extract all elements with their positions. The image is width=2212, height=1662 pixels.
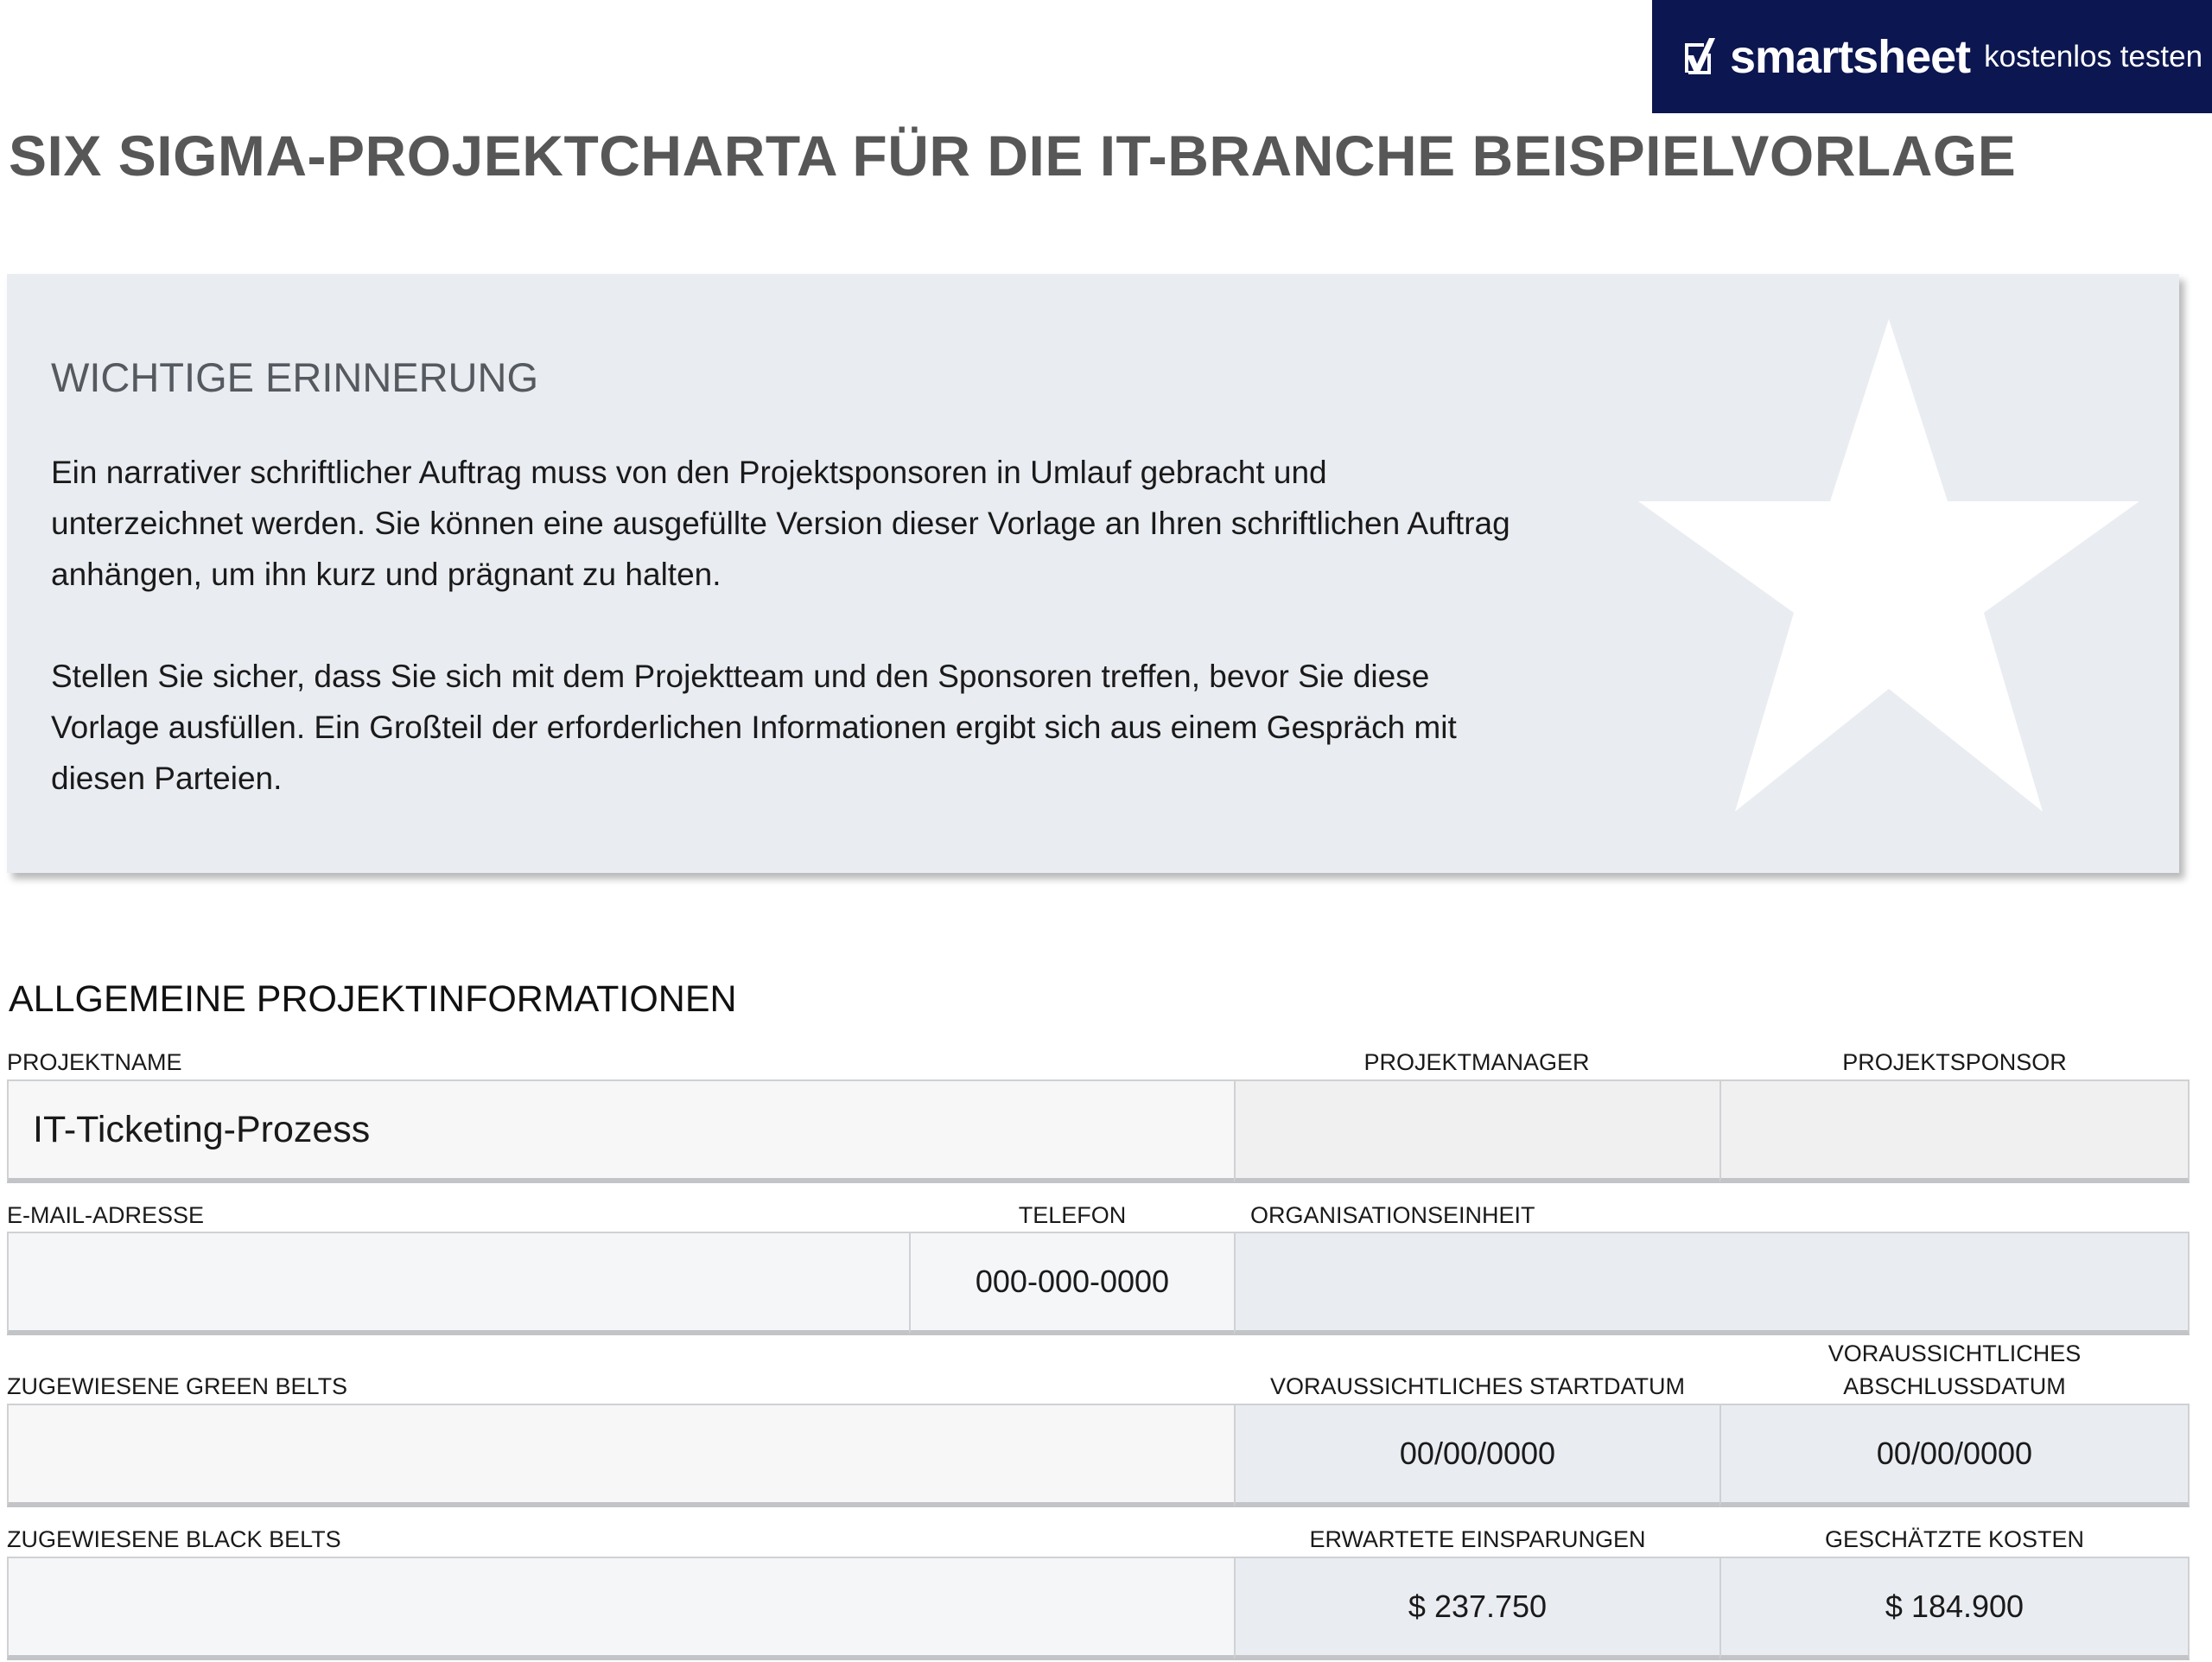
label-estimated-costs: GESCHÄTZTE KOSTEN: [1824, 1526, 2085, 1552]
label-phone: TELEFON: [1018, 1202, 1127, 1228]
green-belts-field[interactable]: [7, 1404, 1236, 1507]
star-icon: [1638, 319, 2139, 812]
smartsheet-brand: smartsheet: [1730, 30, 1971, 83]
label-black-belts: ZUGEWIESENE BLACK BELTS: [7, 1526, 341, 1552]
end-date-field[interactable]: 00/00/0000: [1719, 1404, 2190, 1507]
email-field[interactable]: [7, 1232, 911, 1335]
reminder-heading: WICHTIGE ERINNERUNG: [51, 354, 538, 400]
project-name-field[interactable]: IT-Ticketing-Prozess: [7, 1079, 1236, 1183]
label-expected-savings: ERWARTETE EINSPARUNGEN: [1309, 1526, 1646, 1552]
project-sponsor-field[interactable]: [1719, 1079, 2190, 1183]
label-end-date: [1719, 1337, 2190, 1403]
label-project-sponsor: PROJEKTSPONSOR: [1842, 1049, 2067, 1075]
label-org-unit: ORGANISATIONSEINHEIT: [1250, 1202, 1535, 1228]
expected-savings-field[interactable]: $ 237.750: [1234, 1557, 1721, 1660]
trial-link-text: kostenlos testen: [1984, 40, 2203, 73]
smartsheet-trial-banner[interactable]: [1652, 0, 2212, 113]
project-manager-field[interactable]: [1234, 1079, 1721, 1183]
label-email: E-MAIL-ADRESSE: [7, 1202, 205, 1228]
label-start-date: VORAUSSICHTLICHES STARTDATUM: [1269, 1373, 1686, 1399]
estimated-costs-field[interactable]: $ 184.900: [1719, 1557, 2190, 1660]
label-project-name: PROJEKTNAME: [7, 1049, 182, 1075]
reminder-paragraph-1: Ein narrativer schriftlicher Auftrag muss von den Projektsponsoren in Umlauf gebracht und unterzeichnet werden. Sie können eine ausgefüllte Version dieser Vorlage an Ihren schriftlichen Auftrag anhängen, um ihn kurz und prägnant zu halten.: [51, 455, 1510, 592]
reminder-panel: [7, 274, 2179, 873]
label-end-date-line-2: ABSCHLUSSDATUM: [1843, 1373, 2066, 1399]
phone-field[interactable]: 000-000-0000: [909, 1232, 1236, 1335]
org-unit-field[interactable]: [1234, 1232, 2190, 1335]
label-end-date-line-1: VORAUSSICHTLICHES: [1827, 1340, 2082, 1366]
label-project-manager: PROJEKTMANAGER: [1363, 1049, 1590, 1075]
label-green-belts: ZUGEWIESENE GREEN BELTS: [7, 1373, 348, 1399]
page-title: SIX SIGMA-PROJEKTCHARTA FÜR DIE IT-BRANCHE BEISPIELVORLAGE: [9, 124, 2017, 188]
smartsheet-check-logo: [1683, 36, 1716, 78]
black-belts-field[interactable]: [7, 1557, 1236, 1660]
start-date-field[interactable]: 00/00/0000: [1234, 1404, 1721, 1507]
reminder-paragraph-2: Stellen Sie sicher, dass Sie sich mit dem Projektteam und den Sponsoren treffen, bevor Sie diese Vorlage ausfüllen. Ein Großteil der erforderlichen Informationen ergibt sich aus einem Gespräch mit diesen Parteien.: [51, 659, 1457, 796]
section-title: ALLGEMEINE PROJEKTINFORMATIONEN: [9, 978, 737, 1020]
